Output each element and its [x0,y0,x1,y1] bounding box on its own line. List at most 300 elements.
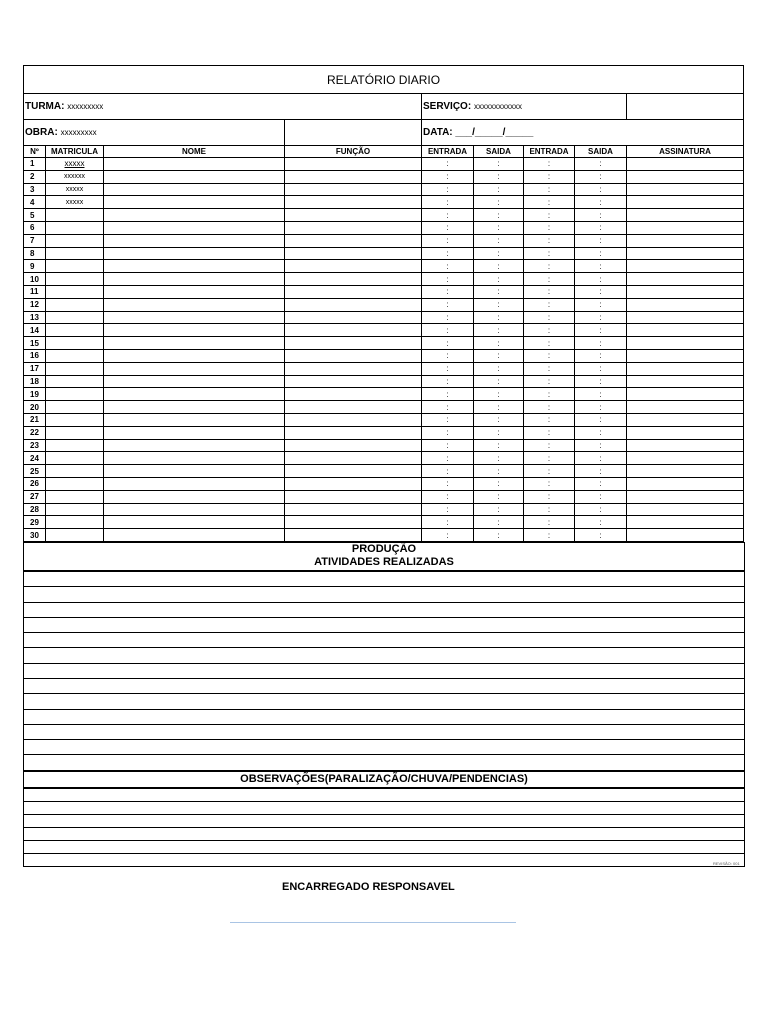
assinatura-cell[interactable] [627,388,744,401]
assinatura-cell[interactable] [627,183,744,196]
row-number: 29 [24,516,46,529]
nome-cell[interactable] [104,170,285,183]
nome-cell[interactable] [104,285,285,298]
column-header: ASSINATURA [627,146,744,158]
saida-1-cell[interactable]: : [474,413,524,426]
saida-2-cell[interactable]: : [575,516,627,529]
entrada-1-cell[interactable]: : [422,221,474,234]
entrada-1-cell[interactable]: : [422,183,474,196]
funcao-cell[interactable] [285,234,422,247]
observacoes-line[interactable] [24,840,744,853]
saida-2-cell[interactable]: : [575,221,627,234]
table-row [24,465,744,478]
funcao-cell[interactable] [285,285,422,298]
nome-cell[interactable] [104,465,285,478]
row-number: 28 [24,503,46,516]
entrada-1-cell[interactable]: : [422,529,474,542]
assinatura-cell[interactable] [627,273,744,286]
nome-cell[interactable] [104,375,285,388]
saida-1-cell[interactable]: : [474,260,524,273]
nome-cell[interactable] [104,426,285,439]
saida-2-cell[interactable]: : [575,413,627,426]
entrada-2-cell[interactable]: : [524,516,575,529]
entrada-2-cell[interactable]: : [524,209,575,222]
entrada-2-cell[interactable]: : [524,490,575,503]
attendance-rows [24,158,744,542]
saida-2-cell[interactable]: : [575,337,627,350]
saida-1-cell[interactable]: : [474,285,524,298]
row-number: 5 [24,209,46,222]
matricula-cell[interactable] [46,529,104,542]
saida-2-cell[interactable]: : [575,349,627,362]
entrada-1-cell[interactable]: : [422,503,474,516]
entrada-2-cell[interactable]: : [524,234,575,247]
observacoes-line[interactable] [24,853,744,866]
saida-1-cell[interactable]: : [474,196,524,209]
entrada-1-cell[interactable]: : [422,196,474,209]
entrada-1-cell[interactable]: : [422,234,474,247]
funcao-cell[interactable] [285,311,422,324]
saida-1-cell[interactable]: : [474,529,524,542]
assinatura-cell[interactable] [627,516,744,529]
saida-1-cell[interactable]: : [474,477,524,490]
observacoes-lines [24,788,744,866]
entrada-2-cell[interactable]: : [524,285,575,298]
assinatura-cell[interactable] [627,452,744,465]
saida-1-cell[interactable]: : [474,465,524,478]
observacoes-line[interactable] [24,814,744,827]
matricula-cell[interactable] [46,439,104,452]
entrada-2-cell[interactable]: : [524,311,575,324]
table-row [24,503,744,516]
entrada-2-cell[interactable]: : [524,273,575,286]
nome-cell[interactable] [104,349,285,362]
funcao-cell[interactable] [285,465,422,478]
saida-1-cell[interactable]: : [474,158,524,171]
entrada-1-cell[interactable]: : [422,209,474,222]
matricula-cell[interactable] [46,465,104,478]
assinatura-cell[interactable] [627,529,744,542]
saida-1-cell[interactable]: : [474,337,524,350]
assinatura-cell[interactable] [627,439,744,452]
assinatura-cell[interactable] [627,401,744,414]
producao-line[interactable] [24,709,744,724]
table-row [24,311,744,324]
assinatura-cell[interactable] [627,285,744,298]
funcao-cell[interactable] [285,516,422,529]
row-number: 20 [24,401,46,414]
nome-cell[interactable] [104,452,285,465]
saida-2-cell[interactable]: : [575,158,627,171]
table-row [24,413,744,426]
entrada-2-cell[interactable]: : [524,439,575,452]
assinatura-cell[interactable] [627,260,744,273]
saida-2-cell[interactable]: : [575,477,627,490]
assinatura-cell[interactable] [627,158,744,171]
saida-2-cell[interactable]: : [575,452,627,465]
saida-2-cell[interactable]: : [575,311,627,324]
saida-2-cell[interactable]: : [575,375,627,388]
funcao-cell[interactable] [285,362,422,375]
table-row [24,375,744,388]
assinatura-cell[interactable] [627,247,744,260]
saida-2-cell[interactable]: : [575,465,627,478]
assinatura-cell[interactable] [627,234,744,247]
entrada-1-cell[interactable]: : [422,388,474,401]
matricula-cell[interactable] [46,311,104,324]
column-header: SAIDA [575,146,627,158]
entrada-2-cell[interactable]: : [524,503,575,516]
matricula-cell[interactable] [46,337,104,350]
entrada-1-cell[interactable]: : [422,413,474,426]
matricula-cell[interactable] [46,324,104,337]
entrada-2-cell[interactable]: : [524,170,575,183]
producao-title [23,542,745,571]
funcao-cell[interactable] [285,337,422,350]
matricula-cell[interactable] [46,516,104,529]
entrada-1-cell[interactable]: : [422,298,474,311]
table-row [24,337,744,350]
matricula-cell[interactable] [46,247,104,260]
saida-2-cell[interactable]: : [575,273,627,286]
nome-cell[interactable] [104,311,285,324]
nome-cell[interactable] [104,337,285,350]
funcao-cell[interactable] [285,413,422,426]
saida-1-cell[interactable]: : [474,234,524,247]
saida-1-cell[interactable]: : [474,349,524,362]
saida-2-cell[interactable]: : [575,439,627,452]
saida-2-cell[interactable]: : [575,426,627,439]
funcao-cell[interactable] [285,503,422,516]
nome-cell[interactable] [104,324,285,337]
nome-cell[interactable] [104,298,285,311]
entrada-1-cell[interactable]: : [422,362,474,375]
table-row [24,439,744,452]
table-row [24,196,744,209]
nome-cell[interactable] [104,529,285,542]
entrada-2-cell[interactable]: : [524,158,575,171]
entrada-2-cell[interactable]: : [524,426,575,439]
observacoes-section [23,771,745,867]
saida-2-cell[interactable]: : [575,234,627,247]
producao-line[interactable] [24,647,744,662]
assinatura-cell[interactable] [627,413,744,426]
saida-1-cell[interactable]: : [474,247,524,260]
saida-1-cell[interactable]: : [474,388,524,401]
entrada-1-cell[interactable]: : [422,247,474,260]
entrada-2-cell[interactable]: : [524,298,575,311]
saida-2-cell[interactable]: : [575,260,627,273]
funcao-cell[interactable] [285,221,422,234]
saida-1-cell[interactable]: : [474,209,524,222]
matricula-cell[interactable] [46,426,104,439]
entrada-2-cell[interactable]: : [524,465,575,478]
nome-cell[interactable] [104,503,285,516]
entrada-1-cell[interactable]: : [422,375,474,388]
column-header: MATRICULA [46,146,104,158]
turma-label: TURMA: [25,101,65,112]
saida-2-cell[interactable]: : [575,285,627,298]
producao-line[interactable] [24,693,744,708]
assinatura-cell[interactable] [627,477,744,490]
producao-line[interactable] [24,617,744,632]
funcao-cell[interactable] [285,388,422,401]
saida-2-cell[interactable]: : [575,247,627,260]
nome-cell[interactable] [104,477,285,490]
entrada-1-cell[interactable]: : [422,439,474,452]
funcao-cell[interactable] [285,170,422,183]
matricula-cell[interactable] [46,349,104,362]
saida-1-cell[interactable]: : [474,170,524,183]
row-number: 4 [24,196,46,209]
nome-cell[interactable] [104,196,285,209]
table-row [24,516,744,529]
funcao-cell[interactable] [285,375,422,388]
observacoes-line[interactable] [24,827,744,840]
funcao-cell[interactable] [285,426,422,439]
producao-line[interactable] [24,632,744,647]
funcao-cell[interactable] [285,298,422,311]
funcao-cell[interactable] [285,452,422,465]
entrada-1-cell[interactable]: : [422,324,474,337]
saida-2-cell[interactable]: : [575,529,627,542]
table-row [24,209,744,222]
matricula-cell[interactable] [46,490,104,503]
saida-1-cell[interactable]: : [474,439,524,452]
matricula-cell[interactable] [46,273,104,286]
producao-lines [24,571,744,770]
entrada-2-cell[interactable]: : [524,221,575,234]
entrada-2-cell[interactable]: : [524,362,575,375]
entrada-1-cell[interactable]: : [422,516,474,529]
matricula-cell[interactable] [46,298,104,311]
nome-cell[interactable] [104,273,285,286]
saida-1-cell[interactable]: : [474,490,524,503]
entrada-1-cell[interactable]: : [422,285,474,298]
matricula-cell[interactable] [46,503,104,516]
saida-2-cell[interactable]: : [575,401,627,414]
servico-field [422,94,627,120]
entrada-2-cell[interactable]: : [524,401,575,414]
servico-label: SERVIÇO: [423,101,472,112]
entrada-1-cell[interactable]: : [422,465,474,478]
entrada-1-cell[interactable]: : [422,260,474,273]
entrada-1-cell[interactable]: : [422,426,474,439]
entrada-1-cell[interactable]: : [422,349,474,362]
entrada-2-cell[interactable]: : [524,247,575,260]
entrada-1-cell[interactable]: : [422,477,474,490]
entrada-2-cell[interactable]: : [524,375,575,388]
turma-value: xxxxxxxxx [67,102,104,111]
producao-line[interactable] [24,571,744,586]
entrada-2-cell[interactable]: : [524,196,575,209]
matricula-cell[interactable] [46,221,104,234]
producao-line[interactable] [24,724,744,739]
matricula-cell[interactable] [46,413,104,426]
entrada-1-cell[interactable]: : [422,311,474,324]
matricula-cell[interactable]: xxxxx [46,196,104,209]
saida-1-cell[interactable]: : [474,221,524,234]
assinatura-cell[interactable] [627,311,744,324]
matricula-cell[interactable] [46,260,104,273]
entrada-1-cell[interactable]: : [422,273,474,286]
report-title: RELATÓRIO DIARIO [24,66,744,94]
nome-cell[interactable] [104,516,285,529]
saida-1-cell[interactable]: : [474,401,524,414]
saida-1-cell[interactable]: : [474,273,524,286]
entrada-1-cell[interactable]: : [422,401,474,414]
entrada-1-cell[interactable]: : [422,158,474,171]
observacoes-line[interactable] [24,801,744,814]
assinatura-cell[interactable] [627,170,744,183]
saida-2-cell[interactable]: : [575,503,627,516]
entrada-2-cell[interactable]: : [524,388,575,401]
assinatura-cell[interactable] [627,209,744,222]
entrada-2-cell[interactable]: : [524,183,575,196]
producao-line[interactable] [24,602,744,617]
funcao-cell[interactable] [285,183,422,196]
funcao-cell[interactable] [285,209,422,222]
saida-1-cell[interactable]: : [474,516,524,529]
saida-1-cell[interactable]: : [474,298,524,311]
nome-cell[interactable] [104,388,285,401]
funcao-cell[interactable] [285,273,422,286]
entrada-2-cell[interactable]: : [524,349,575,362]
saida-2-cell[interactable]: : [575,324,627,337]
saida-2-cell[interactable]: : [575,209,627,222]
saida-1-cell[interactable]: : [474,183,524,196]
observacoes-title: OBSERVAÇÕES(PARALIZAÇÃO/CHUVA/PENDENCIAS) [23,771,745,788]
producao-line[interactable] [24,739,744,754]
assinatura-cell[interactable] [627,362,744,375]
nome-cell[interactable] [104,260,285,273]
observacoes-line[interactable] [24,788,744,801]
entrada-1-cell[interactable]: : [422,337,474,350]
producao-line[interactable] [24,678,744,693]
matricula-cell[interactable]: xxxxx [46,158,104,171]
entrada-2-cell[interactable]: : [524,260,575,273]
funcao-cell[interactable] [285,324,422,337]
matricula-cell[interactable] [46,362,104,375]
nome-cell[interactable] [104,413,285,426]
assinatura-cell[interactable] [627,426,744,439]
funcao-cell[interactable] [285,401,422,414]
servico-value: xxxxxxxxxxxx [473,102,522,111]
table-row [24,324,744,337]
assinatura-cell[interactable] [627,503,744,516]
table-row [24,298,744,311]
entrada-1-cell[interactable]: : [422,452,474,465]
nome-cell[interactable] [104,490,285,503]
funcao-cell[interactable] [285,260,422,273]
saida-1-cell[interactable]: : [474,324,524,337]
blank-cell [285,120,422,146]
funcao-cell[interactable] [285,529,422,542]
saida-2-cell[interactable]: : [575,298,627,311]
entrada-2-cell[interactable]: : [524,324,575,337]
saida-2-cell[interactable]: : [575,388,627,401]
entrada-2-cell[interactable]: : [524,529,575,542]
matricula-cell[interactable] [46,285,104,298]
nome-cell[interactable] [104,247,285,260]
saida-1-cell[interactable]: : [474,311,524,324]
matricula-cell[interactable] [46,477,104,490]
saida-2-cell[interactable]: : [575,170,627,183]
producao-line[interactable] [24,754,744,769]
row-number: 27 [24,490,46,503]
matricula-cell[interactable] [46,452,104,465]
column-header: SAIDA [474,146,524,158]
matricula-cell[interactable] [46,234,104,247]
saida-1-cell[interactable]: : [474,362,524,375]
nome-cell[interactable] [104,158,285,171]
saida-1-cell[interactable]: : [474,503,524,516]
assinatura-cell[interactable] [627,221,744,234]
row-number: 3 [24,183,46,196]
nome-cell[interactable] [104,209,285,222]
funcao-cell[interactable] [285,439,422,452]
saida-2-cell[interactable]: : [575,183,627,196]
saida-1-cell[interactable]: : [474,426,524,439]
funcao-cell[interactable] [285,490,422,503]
assinatura-cell[interactable] [627,337,744,350]
saida-2-cell[interactable]: : [575,362,627,375]
matricula-cell[interactable]: xxxxxx [46,170,104,183]
entrada-2-cell[interactable]: : [524,337,575,350]
matricula-cell[interactable]: xxxxx [46,183,104,196]
funcao-cell[interactable] [285,158,422,171]
matricula-cell[interactable] [46,209,104,222]
nome-cell[interactable] [104,401,285,414]
assinatura-cell[interactable] [627,465,744,478]
assinatura-cell[interactable] [627,324,744,337]
entrada-1-cell[interactable]: : [422,170,474,183]
nome-cell[interactable] [104,234,285,247]
assinatura-cell[interactable] [627,375,744,388]
matricula-cell[interactable] [46,388,104,401]
entrada-1-cell[interactable]: : [422,490,474,503]
saida-1-cell[interactable]: : [474,375,524,388]
assinatura-cell[interactable] [627,349,744,362]
nome-cell[interactable] [104,362,285,375]
matricula-cell[interactable] [46,375,104,388]
funcao-cell[interactable] [285,196,422,209]
nome-cell[interactable] [104,221,285,234]
nome-cell[interactable] [104,439,285,452]
obra-value: xxxxxxxxx [60,128,97,137]
assinatura-cell[interactable] [627,196,744,209]
entrada-2-cell[interactable]: : [524,477,575,490]
saida-2-cell[interactable]: : [575,196,627,209]
producao-line[interactable] [24,663,744,678]
nome-cell[interactable] [104,183,285,196]
entrada-2-cell[interactable]: : [524,452,575,465]
blank-cell [627,94,744,120]
signature-line[interactable] [230,922,516,923]
funcao-cell[interactable] [285,477,422,490]
date-field: DATA: ___/_____/_____ [422,120,744,146]
producao-line[interactable] [24,586,744,601]
assinatura-cell[interactable] [627,298,744,311]
funcao-cell[interactable] [285,247,422,260]
assinatura-cell[interactable] [627,490,744,503]
funcao-cell[interactable] [285,349,422,362]
saida-2-cell[interactable]: : [575,490,627,503]
saida-1-cell[interactable]: : [474,452,524,465]
matricula-cell[interactable] [46,401,104,414]
entrada-2-cell[interactable]: : [524,413,575,426]
column-header: Nº [24,146,46,158]
